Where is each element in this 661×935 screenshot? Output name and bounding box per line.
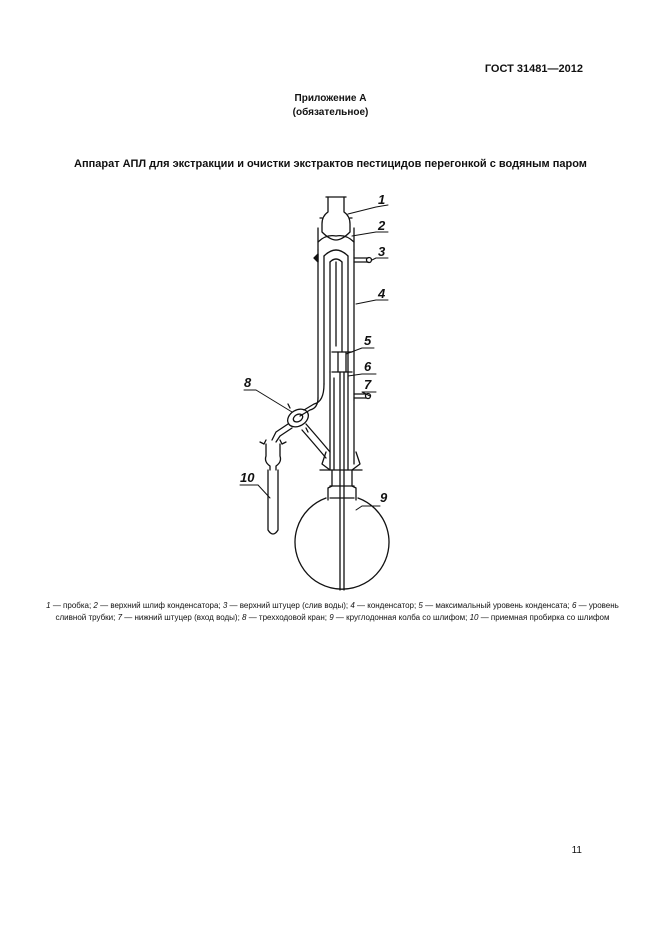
legend-text-5: — максимальный уровень конденсата; — [422, 601, 572, 610]
label-8: 8 — [244, 375, 252, 390]
figure-legend — [40, 600, 625, 623]
legend-n-2: 2 — [93, 601, 98, 610]
label-9: 9 — [380, 490, 388, 505]
figure-title: Аппарат АПЛ для экстракции и очистки экстрактов пестицидов перегонкой с водяным паром — [74, 158, 587, 170]
label-6: 6 — [364, 359, 372, 374]
test-tube-drawing — [260, 440, 286, 534]
three-way-valve-drawing — [272, 404, 330, 458]
legend-text-4: — конденсатор; — [354, 601, 419, 610]
lower-fitting-drawing — [354, 394, 371, 399]
legend-text-3: — верхний штуцер (слив воды); — [227, 601, 351, 610]
legend-text-10: — приемная пробирка со шлифом — [478, 612, 610, 622]
legend-text-6: — уровень сливной трубки; — [55, 601, 619, 622]
legend-n-1: 1 — [46, 601, 51, 610]
legend-n-6: 6 — [571, 601, 577, 610]
legend-n-7: 7 — [117, 612, 123, 622]
label-1: 1 — [378, 192, 386, 207]
round-flask-drawing — [295, 498, 389, 589]
appendix-status: (обязательное) — [292, 107, 369, 118]
label-4: 4 — [378, 286, 386, 301]
label-2: 2 — [378, 218, 386, 233]
label-5: 5 — [364, 333, 372, 348]
legend-n-8: 8 — [242, 612, 247, 622]
label-7: 7 — [364, 377, 372, 392]
upper-fitting-drawing — [354, 258, 372, 263]
legend-text-9: — круглодонная колба со шлифом; — [333, 612, 470, 622]
legend-n-3: 3 — [222, 601, 228, 610]
stopper-drawing — [322, 197, 350, 240]
leader-lines — [240, 205, 388, 510]
legend-text-2: — верхний шлиф конденсатора; — [97, 601, 223, 610]
appendix-title: Приложение А — [294, 93, 367, 104]
flask-joint-drawing — [320, 452, 362, 500]
legend-text-8: — трехходовой кран; — [246, 612, 330, 622]
page-number: 11 — [571, 845, 582, 856]
legend-text-7: — нижний штуцер (вход воды); — [122, 612, 243, 622]
legend-n-10: 10 — [469, 612, 479, 622]
legend-n-5: 5 — [418, 601, 423, 610]
central-tubes-drawing — [300, 372, 354, 590]
label-3: 3 — [378, 244, 386, 259]
legend-text-1: — пробка; — [50, 601, 94, 610]
document-standard-number: ГОСТ 31481—2012 — [484, 63, 583, 75]
legend-n-4: 4 — [350, 601, 355, 610]
legend-n-9: 9 — [329, 612, 334, 622]
label-10: 10 — [240, 470, 255, 485]
